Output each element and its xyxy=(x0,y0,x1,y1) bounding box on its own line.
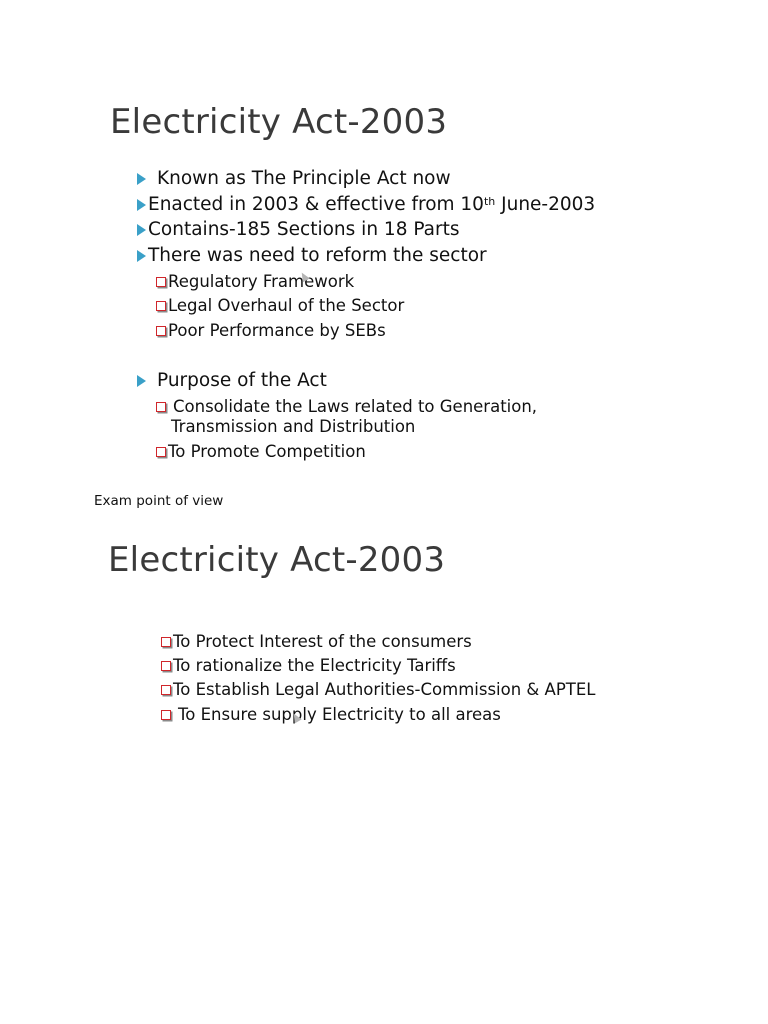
slide2-title: Electricity Act-2003 xyxy=(108,540,446,580)
sub-bullet-text: Legal Overhaul of the Sector xyxy=(168,296,405,315)
list-item-text: To Establish Legal Authorities-Commission & APTEL xyxy=(173,680,596,699)
list-item xyxy=(161,705,501,725)
bullet-text: Enacted in 2003 & effective from 10th June-2003 xyxy=(148,194,596,215)
bullet-text: Known as The Principle Act now xyxy=(157,168,451,189)
sub-bullet-poor xyxy=(156,321,386,341)
sub-bullet-regulatory xyxy=(156,272,354,292)
sub-bullet-text: Consolidate the Laws related to Generation, xyxy=(173,397,538,416)
sub-bullet-continuation: Transmission and Distribution xyxy=(171,417,416,436)
list-item xyxy=(161,680,595,700)
bullet-need xyxy=(137,245,487,267)
square-bullet-icon xyxy=(156,277,166,287)
bullet-purpose xyxy=(137,370,327,392)
square-bullet-icon xyxy=(161,637,171,647)
square-bullet-icon xyxy=(156,447,166,457)
bullet-text: Contains-185 Sections in 18 Parts xyxy=(148,219,460,240)
sub-bullet-legal xyxy=(156,296,404,316)
bullet-contains xyxy=(137,219,460,241)
square-bullet-icon xyxy=(156,301,166,311)
bullet-known xyxy=(137,168,451,190)
bullet-enacted xyxy=(137,194,595,216)
list-item-text: To rationalize the Electricity Tariffs xyxy=(173,656,456,675)
square-bullet-icon xyxy=(156,402,166,412)
arrow-bullet-icon xyxy=(137,224,146,236)
arrow-bullet-icon xyxy=(137,250,146,262)
square-bullet-icon xyxy=(161,710,171,720)
list-item xyxy=(161,656,456,676)
superscript: th xyxy=(483,195,496,208)
arrow-bullet-icon xyxy=(137,199,146,211)
list-item xyxy=(161,632,472,652)
exam-note: Exam point of view xyxy=(94,493,224,509)
bullet-text: Purpose of the Act xyxy=(157,370,327,391)
sub-bullet-consolidate xyxy=(156,397,537,417)
sub-bullet-text: To Promote Competition xyxy=(168,442,366,461)
sub-bullet-text: Poor Performance by SEBs xyxy=(168,321,386,340)
slide1-title: Electricity Act-2003 xyxy=(110,102,448,142)
sub-bullet-promote xyxy=(156,442,366,462)
arrow-bullet-icon xyxy=(137,173,146,185)
square-bullet-icon xyxy=(161,685,171,695)
bullet-text: There was need to reform the sector xyxy=(148,245,487,266)
square-bullet-icon xyxy=(156,326,166,336)
list-item-text: To Protect Interest of the consumers xyxy=(173,632,472,651)
square-bullet-icon xyxy=(161,661,171,671)
list-item-text: To Ensure supply Electricity to all areas xyxy=(178,705,501,724)
sub-bullet-text: Regulatory Framework xyxy=(168,272,355,291)
arrow-bullet-icon xyxy=(137,375,146,387)
